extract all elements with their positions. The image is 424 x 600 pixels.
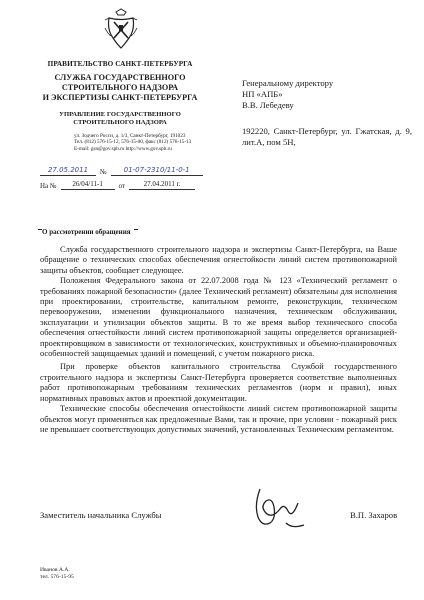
bracket-right xyxy=(134,229,138,234)
executor-phone: тел. 576-15-95 xyxy=(40,574,74,580)
addressee-address: 192220, Санкт-Петербург, ул. Гжатская, д. 9, лит.А, пом 5Н, xyxy=(242,126,412,147)
paragraph: Технические способы обеспечения огнестойкости линий систем противопожарной защиты объектов могут применяться как предложенные Вами, так и прочие, при условии - пожарный риск не превышает соответствующих допустимых значений, установленных Техническим регламентом. xyxy=(40,404,397,434)
paragraph: При проверке объектов капитального строительства Службой государственного строительного надзора и экспертизы Санкт-Петербурга проверяется соответствие выполненных работ противопожарным требованиям технических регламентов (норм и правил), иных нормативных правовых актов и проектной документации. xyxy=(40,362,397,403)
government-title: ПРАВИТЕЛЬСТВО САНКТ-ПЕТЕРБУРГА xyxy=(47,60,193,68)
outgoing-number-label: № xyxy=(100,168,107,176)
addressee-name: В.В. Лебедеву xyxy=(242,100,294,110)
letter-body xyxy=(40,245,397,435)
reference-number: 26/04/11-1 xyxy=(72,180,103,188)
reference-from-label: от xyxy=(118,182,126,190)
letterhead xyxy=(40,60,200,152)
coat-of-arms-icon xyxy=(103,8,139,52)
handwritten-signature xyxy=(246,483,310,533)
reference-label: На № xyxy=(40,182,57,190)
addressee-title: Генеральному директору xyxy=(242,78,334,88)
addressee-block xyxy=(242,78,412,148)
contact-address: ул. Зодчего Росси, д. 1/3, Санкт-Петербург, 191023 Тел. (812) 576-15-12, 576-15-00, факс (812) 576-15-13 E-mail: gsn@gov.spb.ru http://www.gov.spb.ru xyxy=(74,133,192,152)
paragraph: Служба государственного строительного надзора и экспертизы Санкт-Петербурга, на Ваше обращение о технических способах обеспечения огнестойкости линий систем противопожарной защиты объектов, сообщает следующее. xyxy=(40,245,397,275)
signatory-position: Заместитель начальника Службы xyxy=(40,510,162,520)
department-name: УПРАВЛЕНИЕ ГОСУДАРСТВЕННОГО СТРОИТЕЛЬНОГО НАДЗОРА xyxy=(59,111,181,126)
registration-block xyxy=(40,166,210,190)
executor-block xyxy=(40,567,74,581)
outgoing-date: 27.05.2011 xyxy=(47,166,89,174)
signatory-name: В.П. Захаров xyxy=(350,510,398,520)
service-name: СЛУЖБА ГОСУДАРСТВЕННОГО СТРОИТЕЛЬНОГО НАДЗОРА И ЭКСПЕРТИЗЫ САНКТ-ПЕТЕРБУРГА xyxy=(42,73,198,102)
executor-name: Иванов А.А. xyxy=(40,567,70,573)
outgoing-number: 01-07-2310/11-0-1 xyxy=(123,166,190,174)
paragraph: Положения Федерального закона от 22.07.2008 года № 123 «Технический регламент о требованиях пожарной безопасности» (далее Технический регламент) обязательны для исполнения при проектировании, строительстве, капитальном ремонте, реконструкции, техническом перевооружении, изменении функционального назначения, техническом обслуживании, эксплуатации и утилизации объектов защиты. В то же время выбор технического способа обеспечения огнестойкости линий систем противопожарной защиты определяется организацией-проектировщиком в зависимости от технологических, конструктивных и объемно-планировочных особенностей защищаемых зданий и помещений, с учетом пожарного риска. xyxy=(40,276,397,359)
reference-date: 27.04.2011 г. xyxy=(143,180,181,188)
subject-line: О рассмотрении обращения xyxy=(38,228,138,236)
addressee-organization: НП «АПБ» xyxy=(242,89,283,99)
